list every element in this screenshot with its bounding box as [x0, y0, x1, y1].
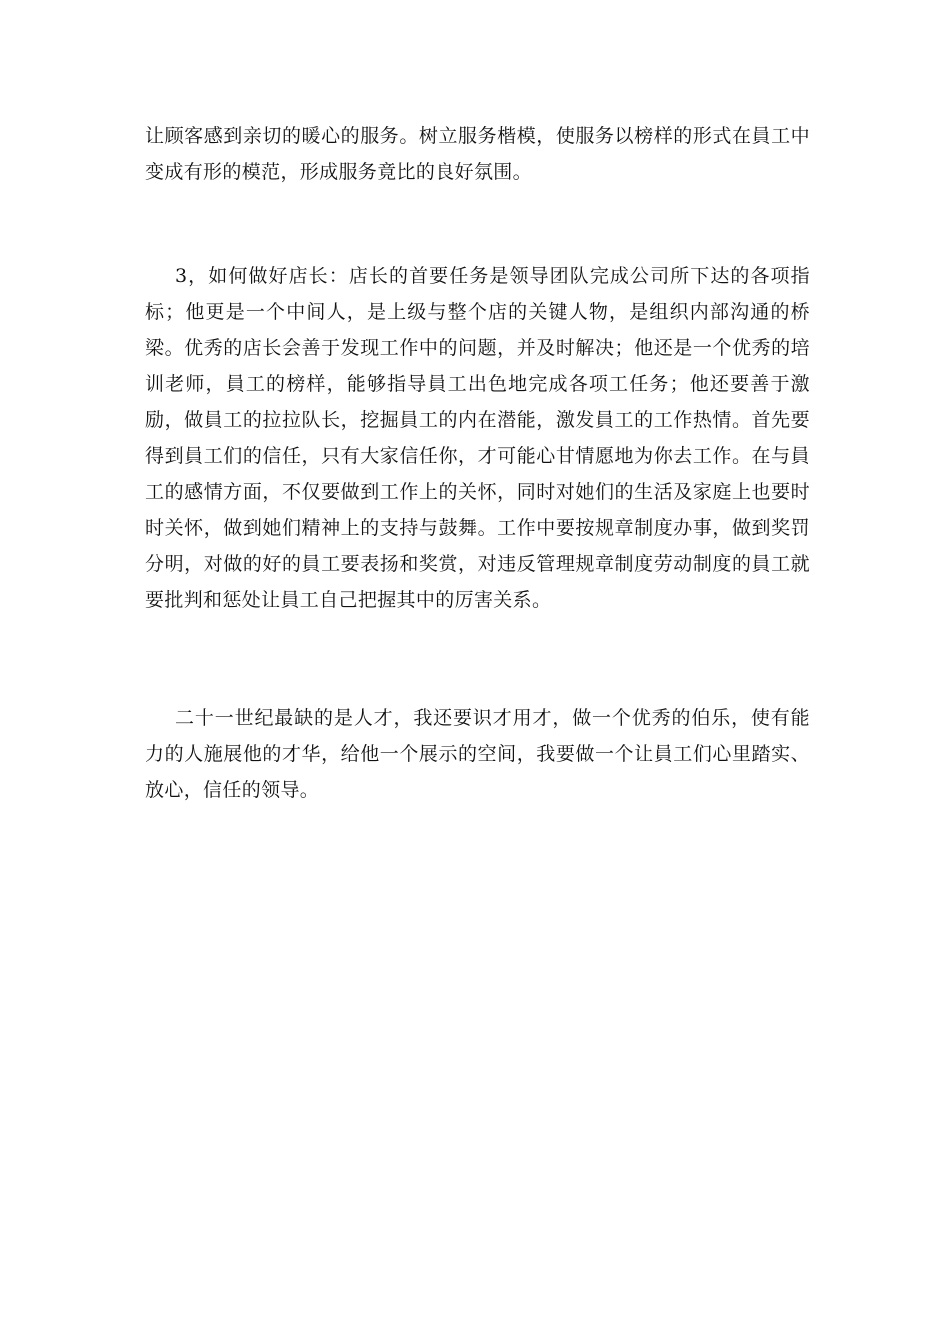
paragraph-talent: 二十一世纪最缺的是人才，我还要识才用才，做一个优秀的伯乐，使有能力的人施展他的才华，给他一个展示的空间，我要做一个让員工们心里踏实、放心，信任的领导。: [145, 707, 810, 801]
paragraph-store-manager: 3，如何做好店长：店长的首要任务是领导团队完成公司所下达的各项指标；他更是一个中间人，是上级与整个店的关键人物，是组织内部沟通的桥梁。优秀的店长会善于发现工作中的问题，并及时解决；他还是一个优秀的培训老师，員工的榜样，能够指导員工出色地完成各项工任务；他还要善于激励，做員工的拉拉队长，挖掘員工的内在潜能，激发員工的工作热情。首先要得到員工们的信任，只有大家信任你，才可能心甘情愿地为你去工作。在与員工的感情方面，不仅要做到工作上的关怀，同时对她们的生活及家庭上也要时时关怀，做到她们精神上的支持与鼓舞。工作中要按规章制度办事，做到奖罚分明，对做的好的員工要表扬和奖赏，对违反管理规章制度劳动制度的員工就要批判和惩处让員工自己把握其中的厉害关系。: [145, 265, 810, 611]
paragraph-service-model: 让顾客感到亲切的暖心的服务。树立服务楷模，使服务以榜样的形式在員工中变成有形的模范，形成服务竟比的良好氛围。: [145, 125, 810, 183]
